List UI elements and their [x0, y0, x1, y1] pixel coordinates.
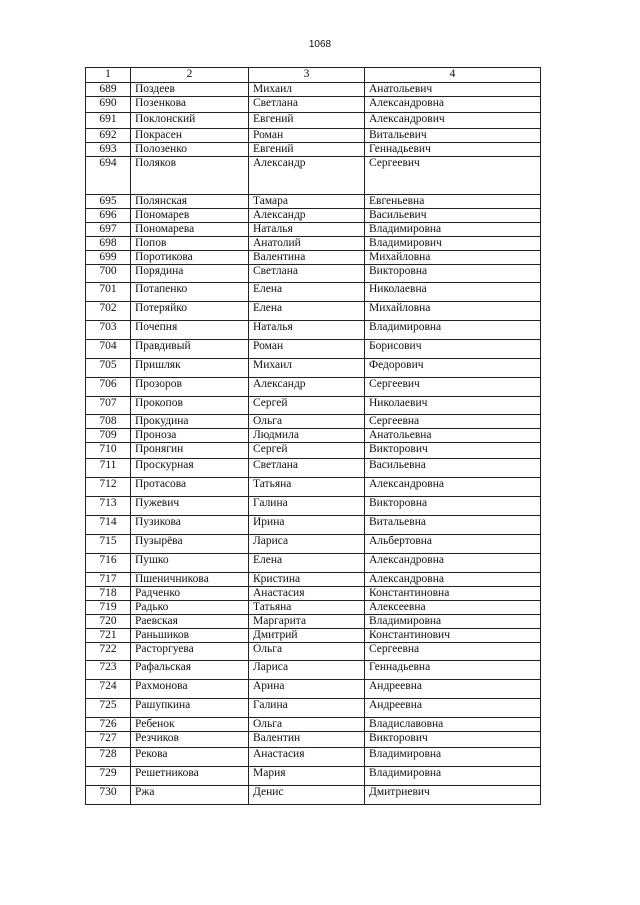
surname-cell: Пшеничникова	[131, 573, 249, 587]
column-header-surname: 2	[131, 68, 249, 83]
column-header-patronymic: 4	[365, 68, 541, 83]
patronymic-cell: Васильевич	[365, 209, 541, 223]
first-name-cell: Елена	[249, 283, 365, 302]
table-row	[86, 321, 541, 340]
surname-cell: Рашупкина	[131, 699, 249, 718]
surname-cell: Полянская	[131, 195, 249, 209]
row-number: 723	[86, 661, 131, 680]
row-number: 719	[86, 601, 131, 615]
table-row	[86, 478, 541, 497]
table-row	[86, 573, 541, 587]
patronymic-cell: Андреевна	[365, 699, 541, 718]
first-name-cell: Евгений	[249, 143, 365, 157]
row-number: 696	[86, 209, 131, 223]
table-row	[86, 195, 541, 209]
row-number: 704	[86, 340, 131, 359]
row-number: 722	[86, 643, 131, 661]
table-row	[86, 251, 541, 265]
first-name-cell: Елена	[249, 302, 365, 321]
patronymic-cell: Витальевич	[365, 129, 541, 143]
first-name-cell: Денис	[249, 786, 365, 805]
table-row	[86, 601, 541, 615]
row-number: 720	[86, 615, 131, 629]
patronymic-cell: Владимирович	[365, 237, 541, 251]
surname-cell: Пономарев	[131, 209, 249, 223]
surname-cell: Пришляк	[131, 359, 249, 378]
row-number: 727	[86, 732, 131, 748]
table-row	[86, 718, 541, 732]
row-number: 715	[86, 535, 131, 554]
table-row	[86, 397, 541, 415]
table-row	[86, 129, 541, 143]
table-row	[86, 443, 541, 459]
patronymic-cell: Викторовна	[365, 497, 541, 516]
first-name-cell: Маргарита	[249, 615, 365, 629]
patronymic-cell: Борисович	[365, 340, 541, 359]
surname-cell: Рахмонова	[131, 680, 249, 699]
first-name-cell: Сергей	[249, 397, 365, 415]
row-number: 706	[86, 378, 131, 397]
surname-cell: Потеряйко	[131, 302, 249, 321]
patronymic-cell: Анатольевна	[365, 429, 541, 443]
surname-cell: Полозенко	[131, 143, 249, 157]
roster-body	[86, 83, 541, 805]
row-number: 698	[86, 237, 131, 251]
patronymic-cell: Сергеевна	[365, 415, 541, 429]
first-name-cell: Лариса	[249, 661, 365, 680]
patronymic-cell: Альбертовна	[365, 535, 541, 554]
table-row	[86, 97, 541, 113]
row-number: 708	[86, 415, 131, 429]
row-number: 712	[86, 478, 131, 497]
row-number: 716	[86, 554, 131, 573]
row-number: 729	[86, 767, 131, 786]
table-row	[86, 223, 541, 237]
row-number: 725	[86, 699, 131, 718]
table-row	[86, 643, 541, 661]
table-row	[86, 415, 541, 429]
first-name-cell: Евгений	[249, 113, 365, 129]
patronymic-cell: Васильевна	[365, 459, 541, 478]
first-name-cell: Сергей	[249, 443, 365, 459]
surname-cell: Прокудина	[131, 415, 249, 429]
patronymic-cell: Анатольевич	[365, 83, 541, 97]
first-name-cell: Лариса	[249, 535, 365, 554]
surname-cell: Рафальская	[131, 661, 249, 680]
patronymic-cell: Александровна	[365, 97, 541, 113]
first-name-cell: Ольга	[249, 643, 365, 661]
first-name-cell: Светлана	[249, 97, 365, 113]
surname-cell: Почепня	[131, 321, 249, 340]
first-name-cell: Светлана	[249, 265, 365, 283]
row-number: 693	[86, 143, 131, 157]
patronymic-cell: Андреевна	[365, 680, 541, 699]
surname-cell: Пушко	[131, 554, 249, 573]
patronymic-cell: Константинович	[365, 629, 541, 643]
surname-cell: Ребенок	[131, 718, 249, 732]
surname-cell: Рекова	[131, 748, 249, 767]
surname-cell: Радько	[131, 601, 249, 615]
table-row	[86, 587, 541, 601]
surname-cell: Расторгуева	[131, 643, 249, 661]
patronymic-cell: Михайловна	[365, 251, 541, 265]
patronymic-cell: Владимировна	[365, 748, 541, 767]
surname-cell: Ржа	[131, 786, 249, 805]
row-number: 692	[86, 129, 131, 143]
table-row	[86, 615, 541, 629]
surname-cell: Правдивый	[131, 340, 249, 359]
table-row	[86, 302, 541, 321]
row-number: 707	[86, 397, 131, 415]
row-number: 726	[86, 718, 131, 732]
table-row	[86, 283, 541, 302]
table-row	[86, 732, 541, 748]
first-name-cell: Анастасия	[249, 748, 365, 767]
patronymic-cell: Константиновна	[365, 587, 541, 601]
first-name-cell: Галина	[249, 497, 365, 516]
first-name-cell: Галина	[249, 699, 365, 718]
surname-cell: Резчиков	[131, 732, 249, 748]
row-number: 711	[86, 459, 131, 478]
table-row	[86, 516, 541, 535]
patronymic-cell: Евгеньевна	[365, 195, 541, 209]
first-name-cell: Татьяна	[249, 478, 365, 497]
table-row	[86, 459, 541, 478]
first-name-cell: Людмила	[249, 429, 365, 443]
patronymic-cell: Владимировна	[365, 321, 541, 340]
surname-cell: Попов	[131, 237, 249, 251]
table-row	[86, 359, 541, 378]
first-name-cell: Ольга	[249, 718, 365, 732]
first-name-cell: Елена	[249, 554, 365, 573]
patronymic-cell: Викторовна	[365, 265, 541, 283]
row-number: 718	[86, 587, 131, 601]
row-number: 695	[86, 195, 131, 209]
row-number: 730	[86, 786, 131, 805]
patronymic-cell: Федорович	[365, 359, 541, 378]
first-name-cell: Татьяна	[249, 601, 365, 615]
row-number: 714	[86, 516, 131, 535]
first-name-cell: Анатолий	[249, 237, 365, 251]
table-row	[86, 143, 541, 157]
row-number: 697	[86, 223, 131, 237]
patronymic-cell: Сергеевич	[365, 378, 541, 397]
surname-cell: Потапенко	[131, 283, 249, 302]
patronymic-cell: Сергеевна	[365, 643, 541, 661]
row-number: 724	[86, 680, 131, 699]
row-number: 699	[86, 251, 131, 265]
first-name-cell: Светлана	[249, 459, 365, 478]
table-row	[86, 497, 541, 516]
first-name-cell: Александр	[249, 378, 365, 397]
table-row	[86, 554, 541, 573]
first-name-cell: Александр	[249, 157, 365, 195]
table-row	[86, 661, 541, 680]
row-number: 700	[86, 265, 131, 283]
row-number: 721	[86, 629, 131, 643]
surname-cell: Пужевич	[131, 497, 249, 516]
surname-cell: Пузикова	[131, 516, 249, 535]
surname-cell: Прозоров	[131, 378, 249, 397]
row-number: 690	[86, 97, 131, 113]
surname-cell: Пономарева	[131, 223, 249, 237]
table-row	[86, 378, 541, 397]
patronymic-cell: Викторович	[365, 443, 541, 459]
first-name-cell: Наталья	[249, 223, 365, 237]
patronymic-cell: Геннадьевич	[365, 143, 541, 157]
table-row	[86, 265, 541, 283]
surname-cell: Поздеев	[131, 83, 249, 97]
row-number: 710	[86, 443, 131, 459]
surname-cell: Пузырёва	[131, 535, 249, 554]
header-row	[86, 68, 541, 83]
table-row	[86, 157, 541, 195]
row-number: 703	[86, 321, 131, 340]
row-number: 689	[86, 83, 131, 97]
table-row	[86, 680, 541, 699]
table-row	[86, 113, 541, 129]
roster-table	[85, 67, 541, 805]
first-name-cell: Александр	[249, 209, 365, 223]
patronymic-cell: Витальевна	[365, 516, 541, 535]
column-header-name: 3	[249, 68, 365, 83]
column-header-number: 1	[86, 68, 131, 83]
patronymic-cell: Геннадьевна	[365, 661, 541, 680]
patronymic-cell: Владимировна	[365, 223, 541, 237]
patronymic-cell: Владимировна	[365, 767, 541, 786]
surname-cell: Проскурная	[131, 459, 249, 478]
row-number: 717	[86, 573, 131, 587]
first-name-cell: Ольга	[249, 415, 365, 429]
table-row	[86, 699, 541, 718]
patronymic-cell: Александровна	[365, 573, 541, 587]
patronymic-cell: Александровна	[365, 554, 541, 573]
surname-cell: Проноза	[131, 429, 249, 443]
surname-cell: Решетникова	[131, 767, 249, 786]
surname-cell: Раньшиков	[131, 629, 249, 643]
surname-cell: Прокопов	[131, 397, 249, 415]
first-name-cell: Валентин	[249, 732, 365, 748]
patronymic-cell: Александровна	[365, 478, 541, 497]
first-name-cell: Роман	[249, 340, 365, 359]
row-number: 713	[86, 497, 131, 516]
table-row	[86, 237, 541, 251]
first-name-cell: Анастасия	[249, 587, 365, 601]
patronymic-cell: Николаевна	[365, 283, 541, 302]
table-row	[86, 83, 541, 97]
surname-cell: Поротикова	[131, 251, 249, 265]
first-name-cell: Ирина	[249, 516, 365, 535]
first-name-cell: Михаил	[249, 83, 365, 97]
patronymic-cell: Александрович	[365, 113, 541, 129]
row-number: 694	[86, 157, 131, 195]
first-name-cell: Кристина	[249, 573, 365, 587]
table-row	[86, 786, 541, 805]
patronymic-cell: Дмитриевич	[365, 786, 541, 805]
table-row	[86, 748, 541, 767]
first-name-cell: Мария	[249, 767, 365, 786]
row-number: 691	[86, 113, 131, 129]
table-row	[86, 629, 541, 643]
surname-cell: Покрасен	[131, 129, 249, 143]
patronymic-cell: Михайловна	[365, 302, 541, 321]
surname-cell: Порядина	[131, 265, 249, 283]
table-row	[86, 767, 541, 786]
patronymic-cell: Владимировна	[365, 615, 541, 629]
surname-cell: Протасова	[131, 478, 249, 497]
surname-cell: Позенкова	[131, 97, 249, 113]
row-number: 709	[86, 429, 131, 443]
patronymic-cell: Викторович	[365, 732, 541, 748]
table-row	[86, 535, 541, 554]
patronymic-cell: Алексеевна	[365, 601, 541, 615]
row-number: 702	[86, 302, 131, 321]
table-row	[86, 340, 541, 359]
first-name-cell: Михаил	[249, 359, 365, 378]
table-row	[86, 429, 541, 443]
surname-cell: Радченко	[131, 587, 249, 601]
patronymic-cell: Николаевич	[365, 397, 541, 415]
row-number: 705	[86, 359, 131, 378]
first-name-cell: Валентина	[249, 251, 365, 265]
surname-cell: Поклонский	[131, 113, 249, 129]
first-name-cell: Наталья	[249, 321, 365, 340]
first-name-cell: Тамара	[249, 195, 365, 209]
row-number: 701	[86, 283, 131, 302]
first-name-cell: Арина	[249, 680, 365, 699]
patronymic-cell: Сергеевич	[365, 157, 541, 195]
page-number: 1068	[308, 39, 332, 50]
surname-cell: Поляков	[131, 157, 249, 195]
first-name-cell: Роман	[249, 129, 365, 143]
row-number: 728	[86, 748, 131, 767]
first-name-cell: Дмитрий	[249, 629, 365, 643]
surname-cell: Пронягин	[131, 443, 249, 459]
patronymic-cell: Владиславовна	[365, 718, 541, 732]
surname-cell: Раевская	[131, 615, 249, 629]
table-row	[86, 209, 541, 223]
